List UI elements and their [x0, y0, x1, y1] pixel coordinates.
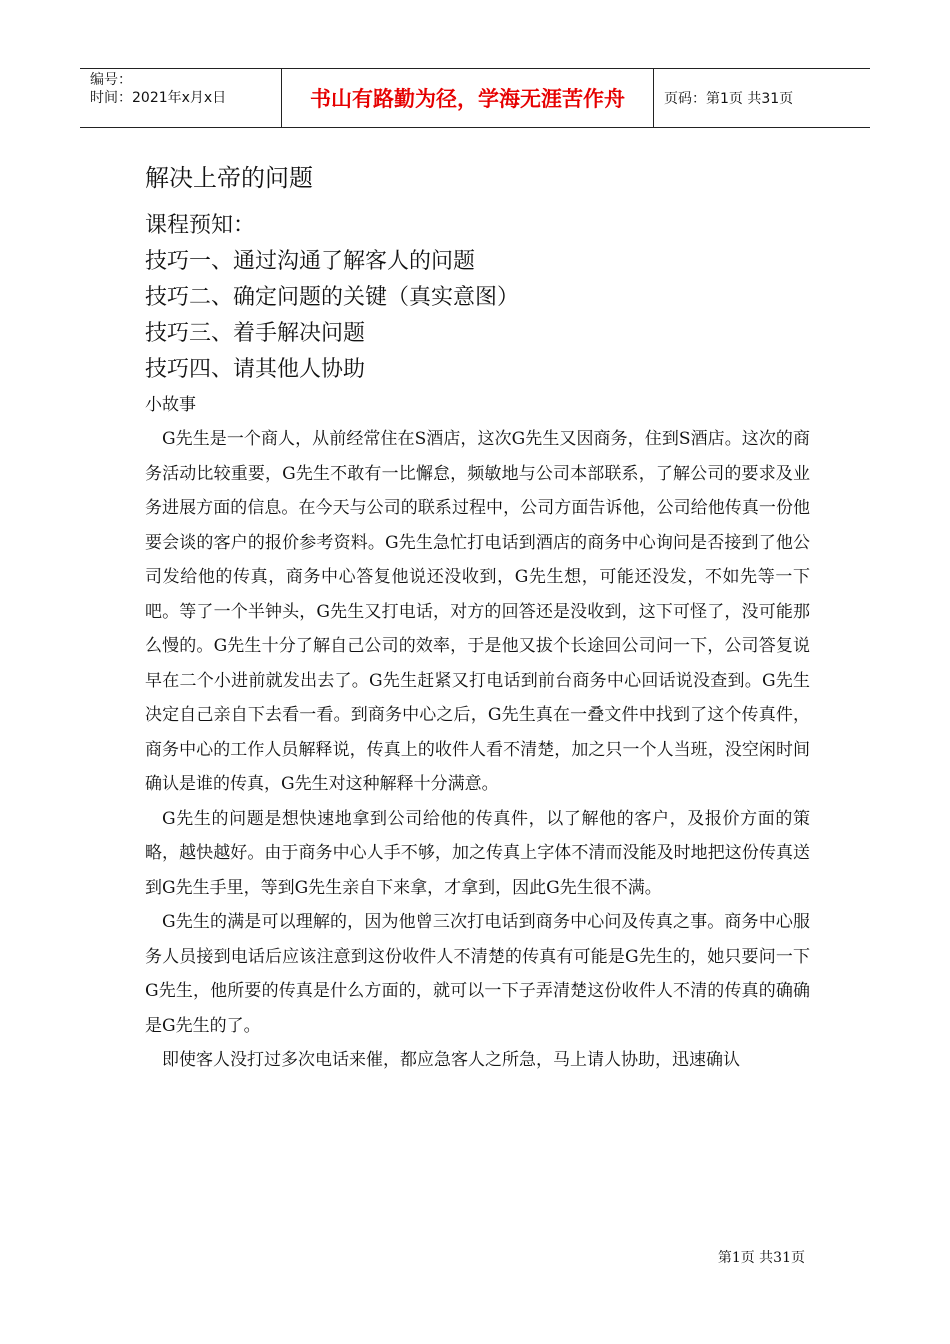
technique-item: 技巧四、请其他人协助 — [145, 357, 366, 382]
document-title: 解决上帝的问题 — [145, 164, 313, 192]
header-table — [80, 68, 870, 128]
time-label: 时间：2021年x月x日 — [90, 90, 227, 106]
document-body — [145, 160, 810, 1078]
story-paragraph: G先生的满是可以理解的，因为他曾三次打电话到商务中心问及传真之事。商务中心服务人员接到电话后应该注意到这份收件人不清楚的传真有可能是G先生的，她只要问一下G先生，他所要的传真是什么方面的，就可以一下子弄清楚这份收件人不清的传真的确确是G先生的了。 — [145, 912, 810, 1036]
story-paragraph: G先生是一个商人，从前经常住在S酒店，这次G先生又因商务，住到S酒店。这次的商务活动比较重要，G先生不敢有一比懈怠，频敏地与公司本部联系，了解公司的要求及业务进展方面的信息。在今天与公司的联系过程中，公司方面告诉他，公司给他传真一份他要会谈的客户的报价参考资料。G先生急忙打电话到酒店的商务中心询问是否接到了他公司发给他的传真，商务中心答复他说还没收到，G先生想，可能还没发，不如先等一下吧。等了一个半钟头，G先生又打电话，对方的回答还是没收到，这下可怪了，没可能那么慢的。G先生十分了解自己公司的效率，于是他又拔个长途回公司问一下，公司答复说早在二个小进前就发出去了。G先生赶紧又打电话到前台商务中心回话说没查到。G先生决定自己亲自下去看一看。到商务中心之后，G先生真在一叠文件中找到了这个传真件，商务中心的工作人员解释说，传真上的收件人看不清楚，加之只一个人当班，没空闲时间确认是谁的传真，G先生对这种解释十分满意。 — [145, 429, 810, 794]
technique-item: 技巧一、通过沟通了解客人的问题 — [145, 249, 476, 274]
story-paragraph: G先生的问题是想快速地拿到公司给他的传真件，以了解他的客户，及报价方面的策略，越快越好。由于商务中心人手不够，加之传真上字体不清而没能及时地把这份传真送到G先生手里，等到G先生亲自下来拿，才拿到，因此G先生很不满。 — [145, 808, 810, 898]
header-meta — [80, 69, 282, 127]
story-label: 小故事 — [145, 395, 196, 415]
story-paragraph: 即使客人没打过多次电话来催，都应急客人之所急，马上请人协助，迅速确认 — [162, 1050, 740, 1070]
number-label: 编号： — [90, 72, 132, 88]
technique-item: 技巧三、着手解决问题 — [145, 321, 366, 346]
preview-heading: 课程预知： — [145, 213, 256, 238]
header-motto: 书山有路勤为径，学海无涯苦作舟 — [282, 69, 654, 127]
header-page-label: 页码：第1页 共31页 — [664, 91, 794, 107]
page-footer: 第1页 共31页 — [717, 1250, 805, 1266]
technique-item: 技巧二、确定问题的关键（真实意图） — [145, 285, 520, 310]
